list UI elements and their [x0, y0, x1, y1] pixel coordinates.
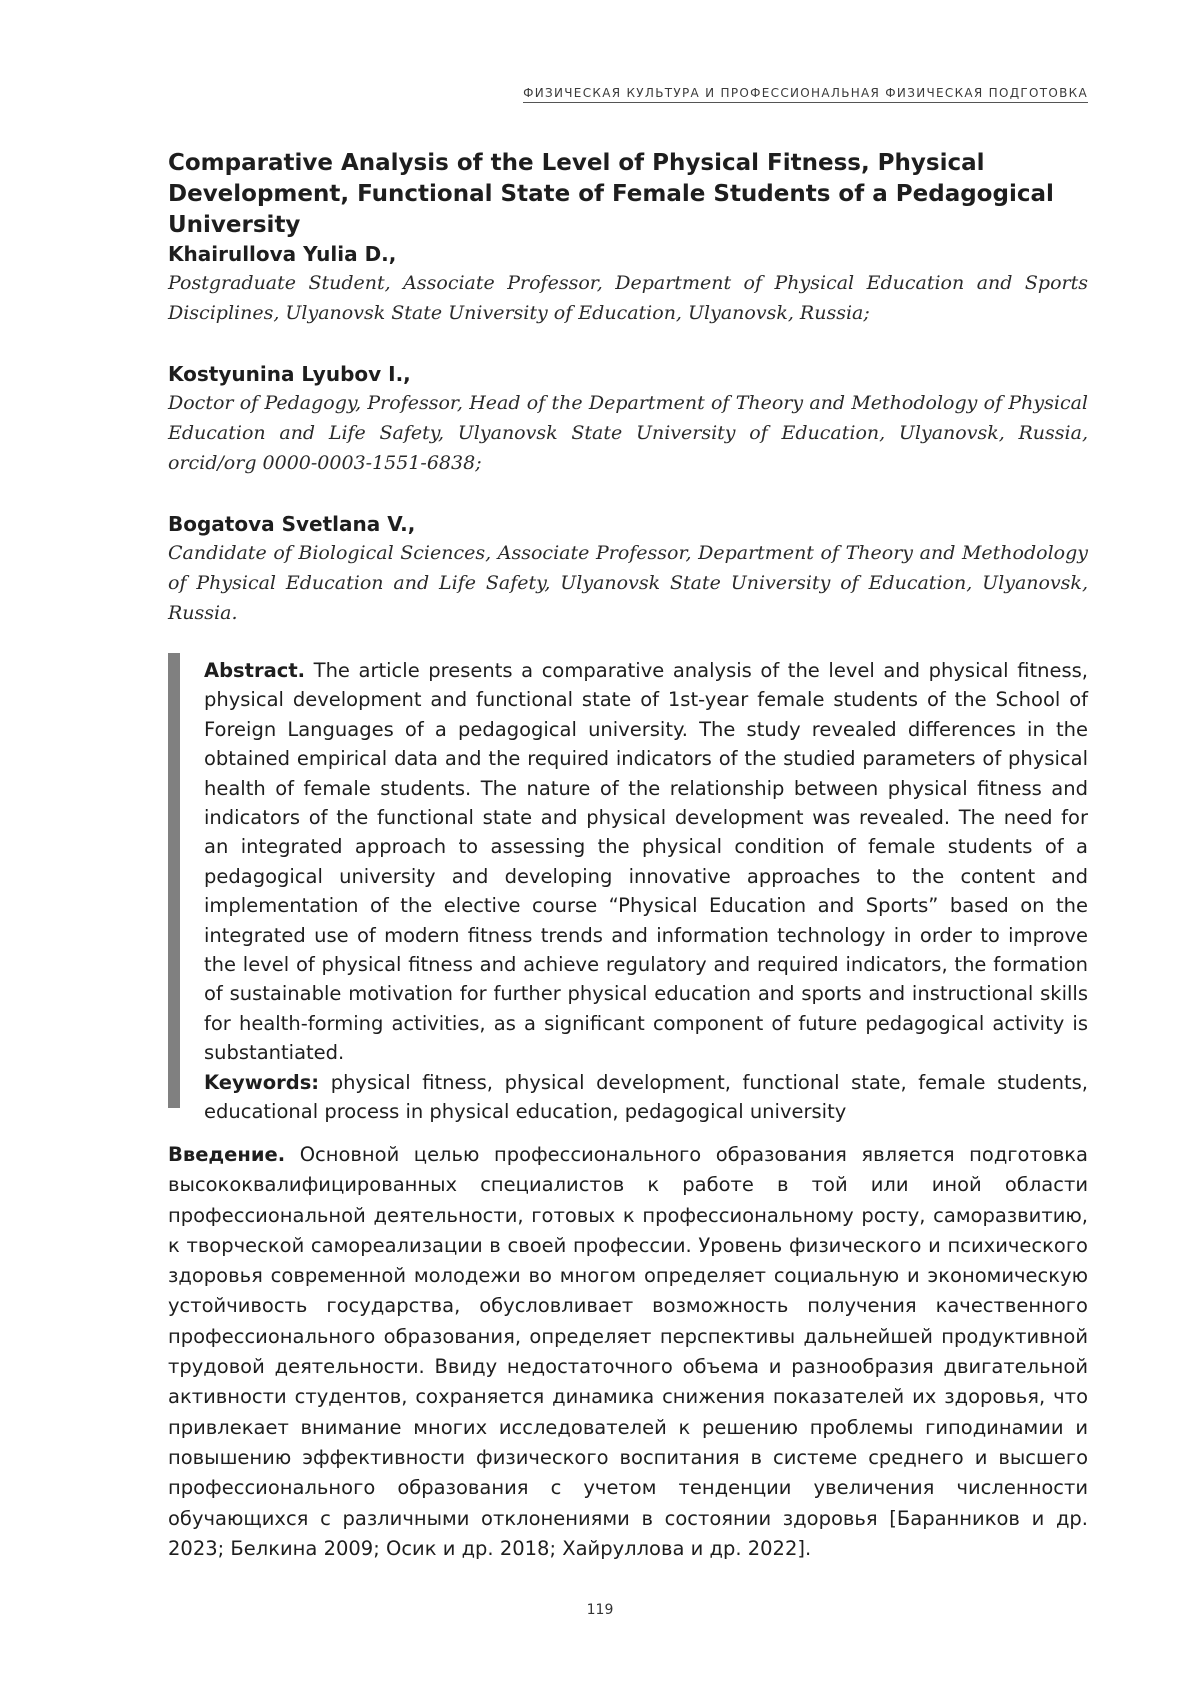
author-block	[168, 240, 1088, 328]
introduction-label: Введение.	[168, 1143, 286, 1166]
author-block	[168, 510, 1088, 628]
abstract-text: The article presents a comparative analysis of the level and physical fitness, physical development and functional state of 1st-year female students of the School of Foreign Languages of a pedagogical university. The study revealed differences in the obtained empirical data and the required indicators of the studied parameters of physical health of female students. The nature of the relationship between physical fitness and indicators of the functional state and physical development was revealed. The need for an integrated approach to assessing the physical condition of female students of a pedagogical university and developing innovative approaches to the content and implementation of the elective course “Physical Education and Sports” based on the integrated use of modern fitness trends and information technology in order to improve the level of physical fitness and achieve regulatory and required indicators, the formation of sustainable motivation for further physical education and sports and instructional skills for health-forming activities, as a significant component of future pedagogical activity is substantiated.	[204, 659, 1088, 1065]
page-number: 119	[586, 1602, 614, 1618]
author-affiliation: Candidate of Biological Sciences, Associate Professor, Department of Theory and Methodology of Physical Education and Life Safety, Ulyanovsk State University of Education, Ulyanovsk, Russia.	[168, 542, 1088, 624]
article-title: Comparative Analysis of the Level of Physical Fitness, Physical Development, Functional State of Female Students of a Pedagogical University	[168, 150, 1054, 238]
keywords-label: Keywords:	[204, 1070, 320, 1094]
running-header-text: ФИЗИЧЕСКАЯ КУЛЬТУРА И ПРОФЕССИОНАЛЬНАЯ ФИЗИЧЕСКАЯ ПОДГОТОВКА	[523, 86, 1088, 103]
author-affiliation: Postgraduate Student, Associate Professor, Department of Physical Education and Sports Disciplines, Ulyanovsk State University of Education, Ulyanovsk, Russia;	[168, 272, 1088, 324]
running-header	[400, 86, 1088, 100]
author-name: Khairullova Yulia D.,	[168, 242, 397, 266]
introduction-paragraph	[168, 1140, 1088, 1564]
introduction-text: Основной целью профессионального образования является подготовка высококвалифицированных специалистов к работе в той или иной области профессиональной деятельности, готовых к профессиональному росту, саморазвитию, к творческой самореализации в своей профессии. Уровень физического и психического здоровья современной молодежи во многом определяет социальную и экономическую устойчивость государства, обусловливает возможность получения качественного профессионального образования, определяет перспективы дальнейшей продуктивной трудовой деятельности. Ввиду недостаточного объема и разнообразия двигательной активности студентов, сохраняется динамика снижения показателей их здоровья, что привлекает внимание многих исследователей к решению проблемы гиподинамии и повышению эффективности физического воспитания в системе среднего и высшего профессионального образования с учетом тенденции увеличения численности обучающихся с различными отклонениями в состоянии здоровья [Баранников и др. 2023; Белкина 2009; Осик и др. 2018; Хайруллова и др. 2022].	[168, 1143, 1088, 1560]
author-name: Bogatova Svetlana V.,	[168, 512, 416, 536]
author-name: Kostyunina Lyubov I.,	[168, 362, 411, 386]
keywords-text: physical fitness, physical development, functional state, female students, educational process in physical education, pedagogical university	[204, 1070, 1088, 1124]
abstract-side-bar	[168, 653, 180, 1108]
author-block	[168, 360, 1088, 478]
abstract-block	[204, 656, 1088, 1127]
author-affiliation: Doctor of Pedagogy, Professor, Head of the Department of Theory and Methodology of Physical Education and Life Safety, Ulyanovsk State University of Education, Ulyanovsk, Russia, orcid/org 0000-0003-1551-6838;	[168, 392, 1088, 474]
keywords-paragraph	[204, 1068, 1088, 1127]
abstract-label: Abstract.	[204, 659, 306, 682]
abstract-paragraph	[204, 656, 1088, 1068]
